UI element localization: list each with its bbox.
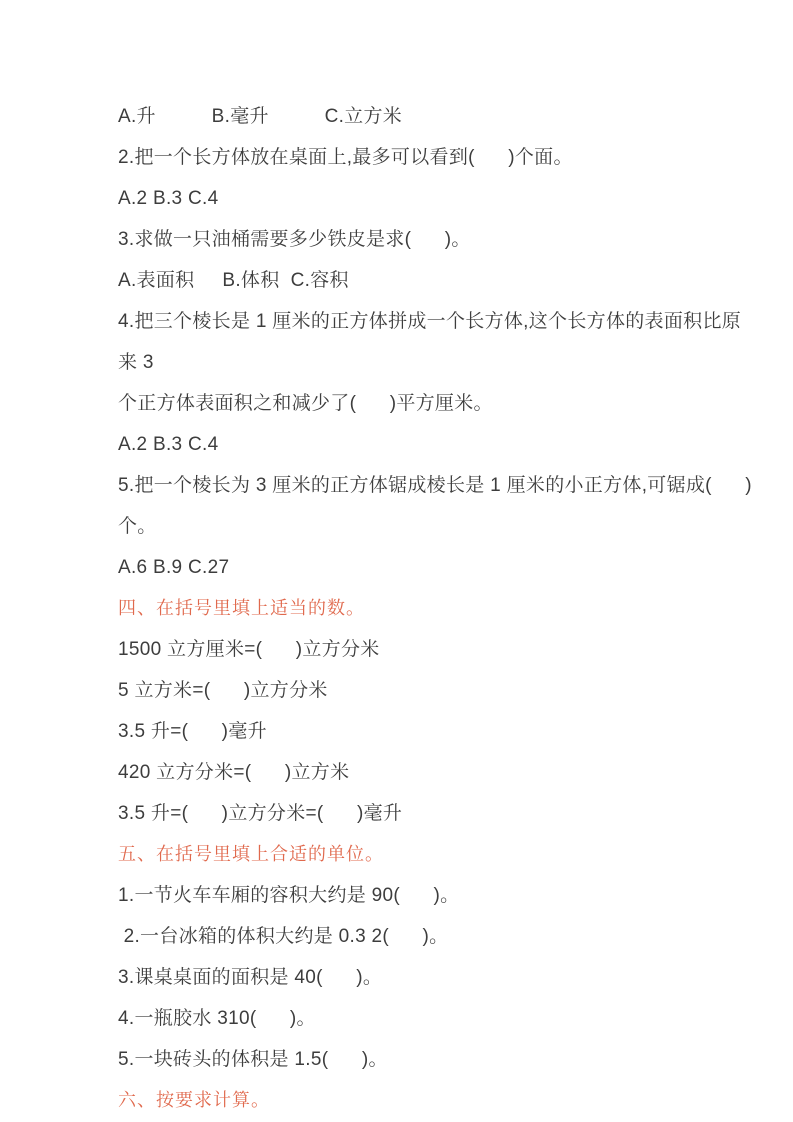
question-4-line-1: 4.把三个棱长是 1 厘米的正方体拼成一个长方体,这个长方体的表面积比原来 3: [118, 311, 742, 373]
worksheet-content: [118, 96, 757, 1121]
section-5-item-4: 4.一瓶胶水 310( )。: [118, 1008, 316, 1029]
section-5-item-3: 3.课桌桌面的面积是 40( )。: [118, 967, 383, 988]
section-4-item-3: 3.5 升=( )毫升: [118, 721, 267, 742]
question-5-line: 5.把一个棱长为 3 厘米的正方体锯成棱长是 1 厘米的小正方体,可锯成( )个。: [118, 475, 752, 537]
section-4-item-4: 420 立方分米=( )立方米: [118, 762, 350, 783]
section-6-heading: 六、按要求计算。: [118, 1090, 270, 1110]
section-5-heading: 五、在括号里填上合适的单位。: [118, 844, 384, 864]
q5-options-line: A.6 B.9 C.27: [118, 557, 230, 578]
q3-options-line: A.表面积 B.体积 C.容积: [118, 270, 349, 291]
section-4-item-1: 1500 立方厘米=( )立方分米: [118, 639, 380, 660]
question-2-line: 2.把一个长方体放在桌面上,最多可以看到( )个面。: [118, 147, 573, 168]
q2-options-line: A.2 B.3 C.4: [118, 188, 219, 209]
question-3-line: 3.求做一只油桶需要多少铁皮是求( )。: [118, 229, 471, 250]
section-5-item-2: 2.一台冰箱的体积大约是 0.3 2( )。: [118, 926, 449, 947]
q1-options-line: A.升 B.毫升 C.立方米: [118, 106, 403, 127]
section-4-item-2: 5 立方米=( )立方分米: [118, 680, 328, 701]
question-4-line-2: 个正方体表面积之和减少了( )平方厘米。: [118, 393, 493, 414]
q4-options-line: A.2 B.3 C.4: [118, 434, 219, 455]
section-4-item-5: 3.5 升=( )立方分米=( )毫升: [118, 803, 403, 824]
section-4-heading: 四、在括号里填上适当的数。: [118, 598, 365, 618]
section-5-item-1: 1.一节火车车厢的容积大约是 90( )。: [118, 885, 460, 906]
section-5-item-5: 5.一块砖头的体积是 1.5( )。: [118, 1049, 388, 1070]
